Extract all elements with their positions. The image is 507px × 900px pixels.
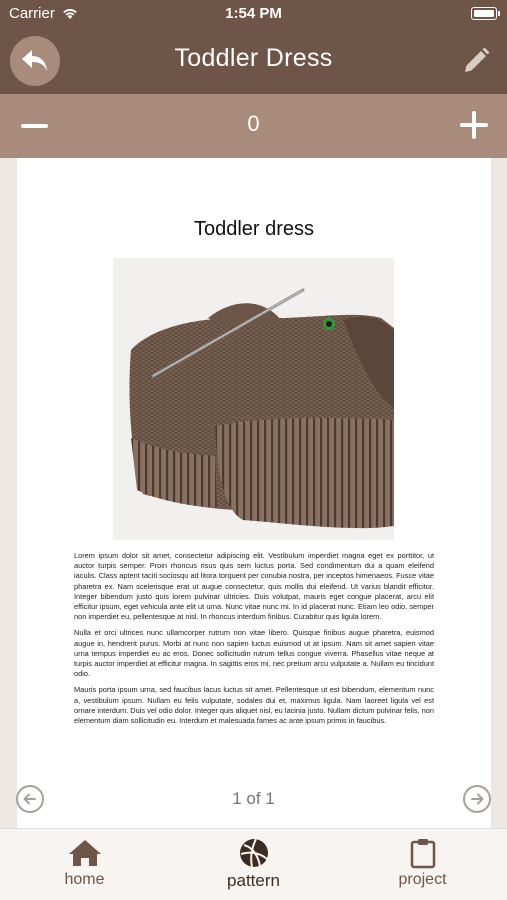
knitting-photo: [113, 258, 394, 540]
document-paragraph: Lorem ipsum dolor sit amet, consectetur adipiscing elit. Vestibulum imperdiet magna eget ex porttitor, ut auctor turpis semper. Proin rhoncus risus quis sem luctus porta. Sed condimentum dui a quam eleifend iaculis. Class aptent taciti sociosqu ad litora torquent per conubia nostra, per inceptos himenaeos. Fusce vitae pharetra ex. Nam scelerisque erat ut augue consectetur, quis mollis dui eleifend. Ut varius blandit efficitur. Integer bibendum justo quis lorem pulvinar ultricies. Duis volutpat, mauris eget congue placerat, arcu elit efficitur ipsum, eget vehicula ante elit ut urna. Nunc vitae nunc mi. In id placerat nunc. Etiam leo odio, semper non imperdiet eu, pellentesque at nisl. In rhoncus interdum finibus. Curabitur quis ligula lorem.: [74, 551, 434, 622]
next-page-button[interactable]: [463, 785, 491, 813]
previous-page-button[interactable]: [16, 785, 44, 813]
chevron-left-circle-icon: [21, 790, 39, 808]
status-time: 1:54 PM: [225, 5, 282, 22]
home-icon: [68, 838, 102, 868]
tab-project-label: project: [398, 871, 447, 888]
page-indicator: 1 of 1: [232, 789, 275, 808]
tab-home[interactable]: [0, 829, 169, 900]
back-button[interactable]: [10, 36, 60, 86]
document-paragraph: Nulla et orci ultrices nunc ullamcorper rutrum non vitae libero. Quisque finibus augue pharetra, euismod augue in, hendrerit purus. Morbi at nunc non sapien luctus euismod ut at ipsum. Nam sit amet sapien vitae urna tempus imperdiet eu ac eros. Donec sollicitudin rutrum tellus congue viverra. Phasellus vitae neque at turpis auctor imperdiet at efficitur magna. In sagittis eros mi, nec pretium arcu vulputate a. Nullam eu tincidunt odio.: [74, 628, 434, 679]
tab-bar: [0, 828, 507, 900]
chevron-right-circle-icon: [468, 790, 486, 808]
carrier-label: Carrier: [9, 5, 55, 22]
clipboard-icon: [410, 837, 436, 869]
counter-value: 0: [247, 111, 260, 136]
decrement-button[interactable]: [18, 110, 52, 144]
tab-project[interactable]: [338, 829, 507, 900]
document-body: [74, 551, 434, 732]
tab-pattern-label: pattern: [227, 871, 280, 890]
pencil-icon: [461, 46, 491, 76]
document-paragraph: Mauris porta ipsum urna, sed faucibus lacus luctus sit amet. Pellentesque ut est bibendum, elementum nunc a, vestibulum ipsum. Nullam eu felis vulputate, sodales dui et, maximus ligula. Nam laoreet ligula vel est ornare interdum. Duis vel odio dolor. Integer quis aliquet nisl, eu lacinia justo. Nullam dictum pulvinar felis, non elementum diam sollicitudin eu. Interdum et malesuada fames ac ante ipsum primis in faucibus.: [74, 685, 434, 726]
yarn-ball-icon: [238, 837, 270, 869]
pattern-document[interactable]: [17, 158, 491, 828]
status-bar: [0, 0, 507, 28]
document-title: Toddler dress: [193, 218, 315, 240]
back-arrow-icon: [20, 48, 50, 74]
tab-home-label: home: [64, 871, 105, 888]
increment-button[interactable]: [457, 108, 491, 142]
page-navigation: [0, 780, 507, 818]
row-counter: [0, 94, 507, 158]
page-title: Toddler Dress: [174, 44, 333, 72]
tab-pattern[interactable]: [169, 829, 338, 900]
edit-button[interactable]: [459, 44, 493, 78]
battery-icon: [471, 7, 497, 20]
nav-bar: [0, 28, 507, 94]
